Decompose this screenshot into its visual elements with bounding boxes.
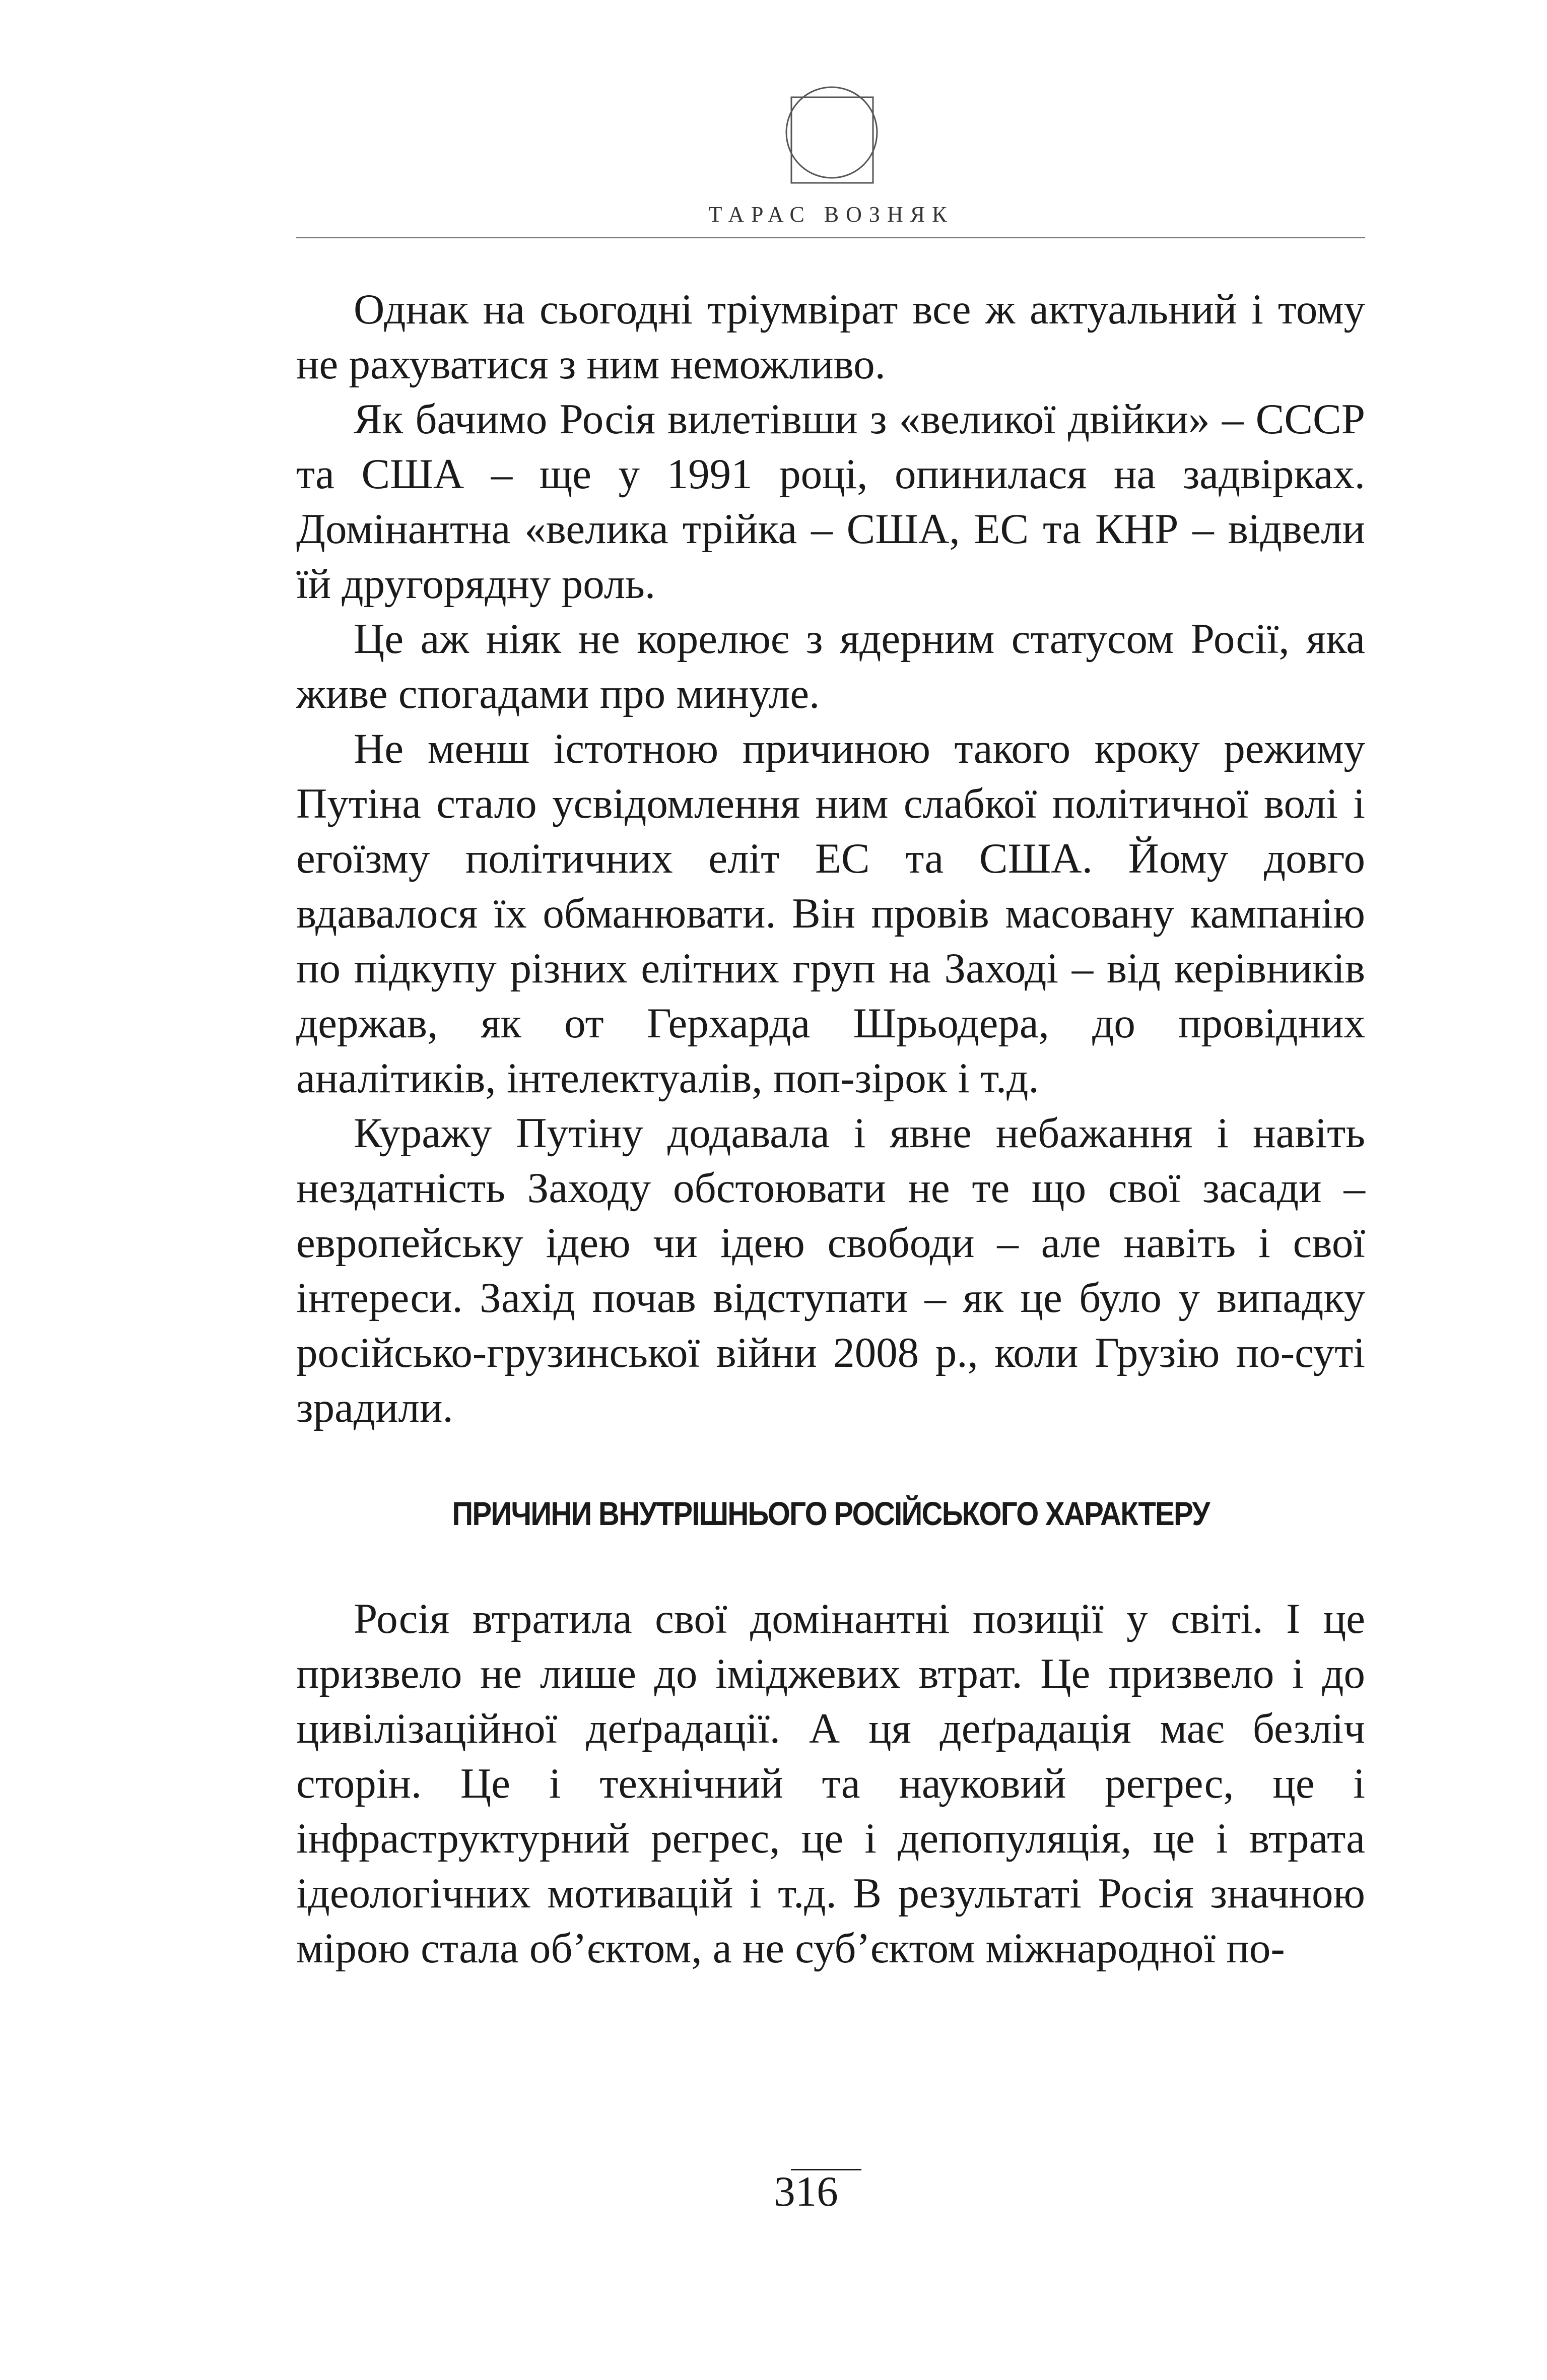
paragraph: Куражу Путіну додавала і явне небажання і навіть нездатність Заходу обстоювати не те що свої засади – европейську ідею чи ідею свободи – але навіть і свої інтереси. Захід почав відступати – як це було у випадку російсько-грузинської війни 2008 р., коли Грузію по-суті зрадили. <box>296 1109 1365 1431</box>
paragraph: Як бачимо Росія вилетівши з «великої двійки» – СССР та США – ще у 1991 році, опинилася на задвірках. Домінантна «велика трійка – США, ЕС та КНР – відвели їй другорядну роль. <box>296 395 1365 608</box>
page-number: 316 <box>774 2168 838 2215</box>
circle-square-emblem-icon <box>771 75 892 201</box>
header-divider <box>296 237 1365 238</box>
paragraph: Це аж ніяк не корелює з ядерним статусом Росії, яка живе спогадами про минуле. <box>296 615 1365 717</box>
paragraph: Не менш істотною причиною такого кроку режиму Путіна стало усвідомлення ним слабкої політичної волі і егоїзму політичних еліт ЕС та США. Йому довго вдавалося їх обманювати. Він провів масовану кампанію по підкупу різних елітних груп на Заході – від керівників держав, як от Герхарда Шрьодера, до провідних аналітиків, інтелектуалів, поп-зірок і т.д. <box>296 725 1365 1102</box>
section-heading: ПРИЧИНИ ВНУТРІШНЬОГО РОСІЙСЬКОГО ХАРАКТЕРУ <box>452 1495 1209 1532</box>
paragraph: Росія втратила свої домінантні позиції у світі. І це призвело не лише до іміджевих втрат. Це призвело і до цивілізаційної деґрадації. А ця деґрадація має безліч сторін. Це і технічний та науковий регрес, це і інфраструктурний регрес, це і депопуляція, це і втрата ідеологічних мотивацій і т.д. В результаті Росія значною мірою стала об’єктом, а не суб’єктом міжнародної по- <box>296 1595 1365 1972</box>
paragraph: Однак на сьогодні тріумвірат все ж актуальний і тому не рахуватися з ним неможливо. <box>296 286 1365 388</box>
body-text <box>296 282 1365 1976</box>
running-head-author: ТАРАС ВОЗНЯК <box>708 202 954 227</box>
